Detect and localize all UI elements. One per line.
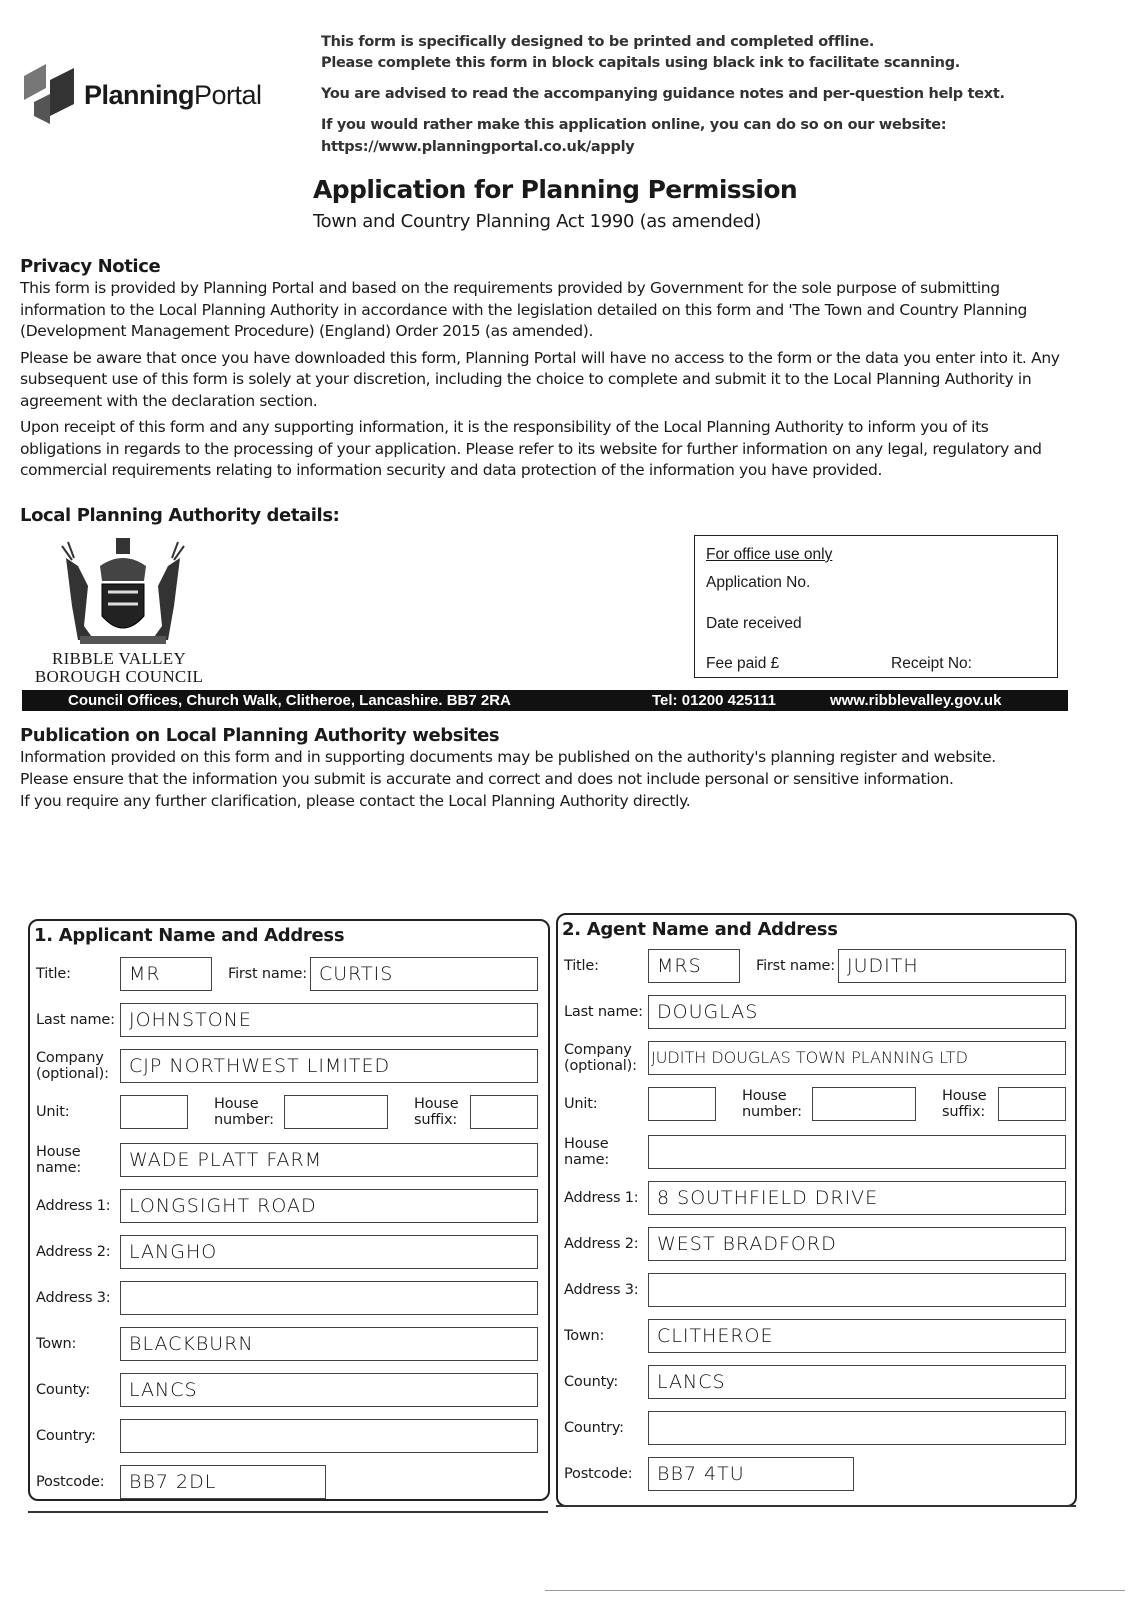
address3-label: Address 3: xyxy=(36,1290,111,1306)
publication-text xyxy=(20,746,1070,812)
publication-heading: Publication on Local Planning Authority websites xyxy=(20,725,500,746)
logo-brand-part1: Planning xyxy=(84,80,194,110)
agent-company-field[interactable]: JUDITH DOUGLAS TOWN PLANNING LTD xyxy=(648,1041,1066,1075)
applicant-address3-field[interactable] xyxy=(120,1281,538,1315)
header-note: This form is specifically designed to be printed and completed offline. xyxy=(321,34,875,50)
first-name-label: First name: xyxy=(756,958,835,974)
address2-label: Address 2: xyxy=(564,1236,639,1252)
council-address: Council Offices, Church Walk, Clitheroe, Lancashire. BB7 2RA xyxy=(68,692,511,709)
council-contact-bar xyxy=(22,690,1068,711)
publication-line: If you require any further clarification, please contact the Local Planning Authority directly. xyxy=(20,792,691,810)
applicant-first-name-field[interactable]: CURTIS xyxy=(310,957,538,991)
council-name xyxy=(34,650,234,686)
office-use-heading: For office use only xyxy=(706,546,833,563)
privacy-paragraph: Upon receipt of this form and any supporting information, it is the responsibility of the Local Planning Authority to inform you of its obligations in regards to the processing of your application. Please refer to its website for further information on any legal, regulatory and commercial requirements relating to information security and data protection of the information you have provided. xyxy=(20,418,1042,479)
agent-address3-field[interactable] xyxy=(648,1273,1066,1307)
country-label: Country: xyxy=(36,1428,96,1444)
applicant-address2-field[interactable]: LANGHO xyxy=(120,1235,538,1269)
divider xyxy=(556,1505,1076,1507)
page-subtitle: Town and Country Planning Act 1990 (as amended) xyxy=(313,211,762,232)
applicant-title-field[interactable]: MR xyxy=(120,957,212,991)
privacy-text xyxy=(20,278,1070,487)
agent-section-heading: 2. Agent Name and Address xyxy=(562,919,838,940)
address3-label: Address 3: xyxy=(564,1282,639,1298)
council-name-line1: RIBBLE VALLEY xyxy=(51,649,187,668)
council-crest-icon xyxy=(58,536,188,648)
country-label: Country: xyxy=(564,1420,624,1436)
privacy-paragraph: This form is provided by Planning Portal and based on the requirements provided by Government for the sole purpose of submitting information to the Local Planning Authority in accordance with the legislation detailed on this form and 'The Town and Country Planning (Development Management Procedure) (England) Order 2015 (as amended). xyxy=(20,279,1028,340)
applicant-house-name-field[interactable]: WADE PLATT FARM xyxy=(120,1143,538,1177)
divider xyxy=(28,1511,548,1513)
house-suffix-label: House suffix: xyxy=(414,1096,459,1128)
county-label: County: xyxy=(564,1374,619,1390)
agent-first-name-field[interactable]: JUDITH xyxy=(838,949,1066,983)
header-note: If you would rather make this application online, you can do so on our website: xyxy=(321,117,947,133)
header-note: Please complete this form in block capitals using black ink to facilitate scanning. xyxy=(321,55,960,71)
house-number-label: House number: xyxy=(742,1088,802,1120)
agent-unit-field[interactable] xyxy=(648,1087,716,1121)
last-name-label: Last name: xyxy=(36,1012,115,1028)
applicant-company-field[interactable]: CJP NORTHWEST LIMITED xyxy=(120,1049,538,1083)
privacy-heading: Privacy Notice xyxy=(20,256,161,277)
agent-county-field[interactable]: LANCS xyxy=(648,1365,1066,1399)
unit-label: Unit: xyxy=(564,1096,598,1112)
applicant-country-field[interactable] xyxy=(120,1419,538,1453)
logo-brand-part2: Portal xyxy=(194,80,262,110)
publication-line: Information provided on this form and in supporting documents may be published on the authority's planning register and website. xyxy=(20,748,996,766)
agent-address2-field[interactable]: WEST BRADFORD xyxy=(648,1227,1066,1261)
address2-label: Address 2: xyxy=(36,1244,111,1260)
title-label: Title: xyxy=(564,958,599,974)
agent-house-name-field[interactable] xyxy=(648,1135,1066,1169)
applicant-town-field[interactable]: BLACKBURN xyxy=(120,1327,538,1361)
page-title: Application for Planning Permission xyxy=(313,175,798,204)
council-name-line2: BOROUGH COUNCIL xyxy=(34,667,204,686)
agent-section xyxy=(556,913,1077,1507)
planning-portal-logo-text xyxy=(84,80,262,111)
title-label: Title: xyxy=(36,966,71,982)
house-suffix-label: House suffix: xyxy=(942,1088,987,1120)
applicant-postcode-field[interactable]: BB7 2DL xyxy=(120,1465,326,1499)
planning-portal-url[interactable]: https://www.planningportal.co.uk/apply xyxy=(321,139,635,155)
postcode-label: Postcode: xyxy=(564,1466,633,1482)
company-label: Company (optional): xyxy=(564,1042,637,1074)
lpa-heading: Local Planning Authority details: xyxy=(20,505,340,526)
agent-country-field[interactable] xyxy=(648,1411,1066,1445)
agent-house-number-field[interactable] xyxy=(812,1087,916,1121)
agent-town-field[interactable]: CLITHEROE xyxy=(648,1319,1066,1353)
privacy-paragraph: Please be aware that once you have downloaded this form, Planning Portal will have no access to the form or the data you enter into it. Any subsequent use of this form is solely at your discretion, including the choice to complete and submit it to the Local Planning Authority in agreement with the declaration section. xyxy=(20,348,1060,410)
header-note: You are advised to read the accompanying guidance notes and per-question help text. xyxy=(321,86,1005,102)
applicant-last-name-field[interactable]: JOHNSTONE xyxy=(120,1003,538,1037)
address1-label: Address 1: xyxy=(564,1190,639,1206)
planning-portal-logo-icon xyxy=(20,62,80,128)
agent-address1-field[interactable]: 8 SOUTHFIELD DRIVE xyxy=(648,1181,1066,1215)
receipt-no-label: Receipt No: xyxy=(891,655,972,672)
agent-house-suffix-field[interactable] xyxy=(998,1087,1066,1121)
applicant-house-number-field[interactable] xyxy=(284,1095,388,1129)
divider xyxy=(545,1590,1125,1591)
applicant-county-field[interactable]: LANCS xyxy=(120,1373,538,1407)
applicant-section-heading: 1. Applicant Name and Address xyxy=(34,925,345,946)
town-label: Town: xyxy=(36,1336,77,1352)
agent-postcode-field[interactable]: BB7 4TU xyxy=(648,1457,854,1491)
agent-title-field[interactable]: MRS xyxy=(648,949,740,983)
applicant-house-suffix-field[interactable] xyxy=(470,1095,538,1129)
house-name-label: House name: xyxy=(564,1136,610,1168)
office-use-box xyxy=(694,535,1058,678)
postcode-label: Postcode: xyxy=(36,1474,105,1490)
applicant-unit-field[interactable] xyxy=(120,1095,188,1129)
applicant-section xyxy=(28,919,550,1501)
house-name-label: House name: xyxy=(36,1144,82,1176)
first-name-label: First name: xyxy=(228,966,307,982)
fee-paid-label: Fee paid £ xyxy=(706,655,780,672)
unit-label: Unit: xyxy=(36,1104,70,1120)
company-label: Company (optional): xyxy=(36,1050,109,1082)
address1-label: Address 1: xyxy=(36,1198,111,1214)
house-number-label: House number: xyxy=(214,1096,274,1128)
council-website[interactable]: www.ribblevalley.gov.uk xyxy=(830,692,1002,709)
council-telephone: Tel: 01200 425111 xyxy=(652,692,776,709)
agent-last-name-field[interactable]: DOUGLAS xyxy=(648,995,1066,1029)
county-label: County: xyxy=(36,1382,91,1398)
date-received-label: Date received xyxy=(706,615,802,632)
application-no-label: Application No. xyxy=(706,574,811,591)
publication-line: Please ensure that the information you submit is accurate and correct and does not include personal or sensitive information. xyxy=(20,770,954,788)
town-label: Town: xyxy=(564,1328,605,1344)
last-name-label: Last name: xyxy=(564,1004,643,1020)
applicant-address1-field[interactable]: LONGSIGHT ROAD xyxy=(120,1189,538,1223)
